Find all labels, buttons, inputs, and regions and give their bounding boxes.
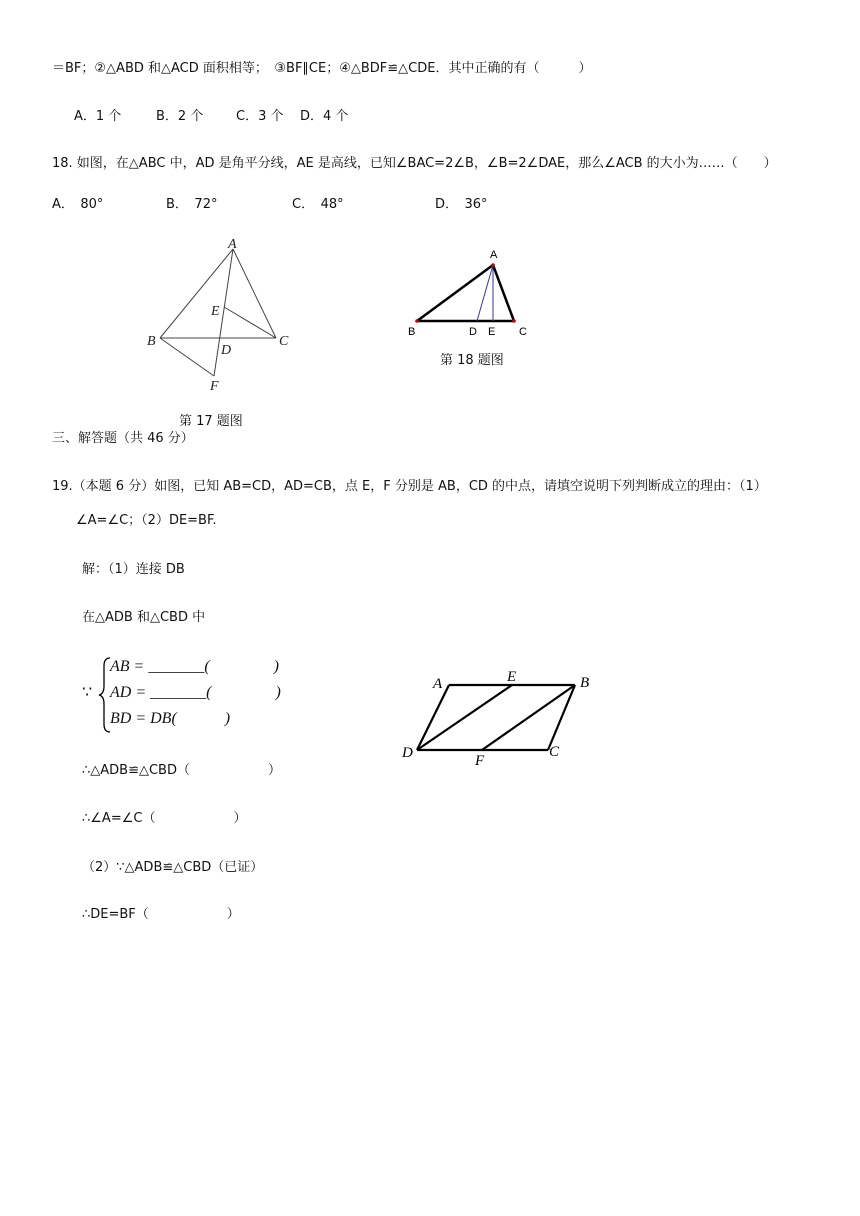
q18-point-a xyxy=(491,263,495,267)
q17-label-d: D xyxy=(221,343,232,358)
q19-solution-triangles: 在△ADB 和△CBD 中 xyxy=(82,610,206,625)
q18-point-c xyxy=(512,319,516,323)
brace-line-bd: BD = DB( ) xyxy=(110,710,231,727)
because-symbol: ∵ xyxy=(82,684,93,701)
q17-option-d: D．4 个 xyxy=(300,109,349,124)
q19-step-angles: ∴∠A=∠C（ ） xyxy=(82,811,247,826)
brace-line-ab: AB = _______( ) xyxy=(110,658,280,675)
q18-figure xyxy=(400,244,540,344)
q19-label-d: D xyxy=(402,745,413,761)
q19-question-line1: 19.（本题 6 分）如图，已知 AB=CD，AD=CB，点 E，F 分别是 AB，CD 的中点，请填空说明下列判断成立的理由：（1） xyxy=(52,479,767,494)
q17-option-a: A．1 个 xyxy=(74,109,122,124)
q17-option-c: C．3 个 xyxy=(236,109,284,124)
q18-option-d: D． 36° xyxy=(435,197,488,212)
section-title: 三、解答题（共 46 分） xyxy=(52,431,194,446)
q19-question-line2: ∠A=∠C；（2）DE=BF. xyxy=(76,513,217,528)
q19-label-c: C xyxy=(549,744,560,760)
q17-statement-line: ＝BF；②△ABD 和△ACD 面积相等； ③BF∥CE；④△BDF≌△CDE．其中正确的有（ ） xyxy=(52,61,592,76)
q19-step-congruent: ∴△ADB≌△CBD（ ） xyxy=(82,763,281,778)
q18-segment-ad xyxy=(477,265,493,321)
q19-label-a: A xyxy=(433,676,443,692)
q18-figure-caption: 第 18 题图 xyxy=(440,353,504,368)
q19-figure xyxy=(398,668,598,768)
q17-label-f: F xyxy=(210,379,219,394)
q18-label-c: C xyxy=(519,326,527,338)
q18-segment-ab xyxy=(417,265,493,321)
q18-label-a: A xyxy=(490,249,498,261)
q17-figure-caption: 第 17 题图 xyxy=(179,414,243,429)
q18-option-c: C． 48° xyxy=(292,197,344,212)
q19-label-b: B xyxy=(580,675,590,691)
q18-option-a: A． 80° xyxy=(52,197,104,212)
q19-label-f: F xyxy=(475,753,485,768)
q17-figure xyxy=(130,232,320,402)
q17-label-c: C xyxy=(279,334,289,349)
q19-solution-intro: 解：（1）连接 DB xyxy=(82,562,185,577)
brace-line-ad: AD = _______( ) xyxy=(110,684,281,701)
q17-option-b: B．2 个 xyxy=(156,109,204,124)
q18-label-e: E xyxy=(488,326,496,338)
q18-option-b: B． 72° xyxy=(166,197,218,212)
q17-label-a: A xyxy=(228,237,237,252)
q18-segment-ac xyxy=(493,265,514,321)
q17-segment-bf xyxy=(160,338,214,376)
q18-label-b: B xyxy=(408,326,416,338)
q19-label-e: E xyxy=(507,669,517,685)
q18-label-d: D xyxy=(469,326,477,338)
q19-step-part2: （2）∵△ADB≌△CBD（已证） xyxy=(82,860,264,875)
q17-label-b: B xyxy=(147,334,156,349)
q18-question-text: 18. 如图，在△ABC 中，AD 是角平分线，AE 是高线，已知∠BAC=2∠B，∠B=2∠DAE，那么∠ACB 的大小为……（ ） xyxy=(52,156,777,171)
q18-point-b xyxy=(415,319,419,323)
q19-step-conclusion: ∴DE=BF（ ） xyxy=(82,907,240,922)
q17-label-e: E xyxy=(211,304,220,319)
